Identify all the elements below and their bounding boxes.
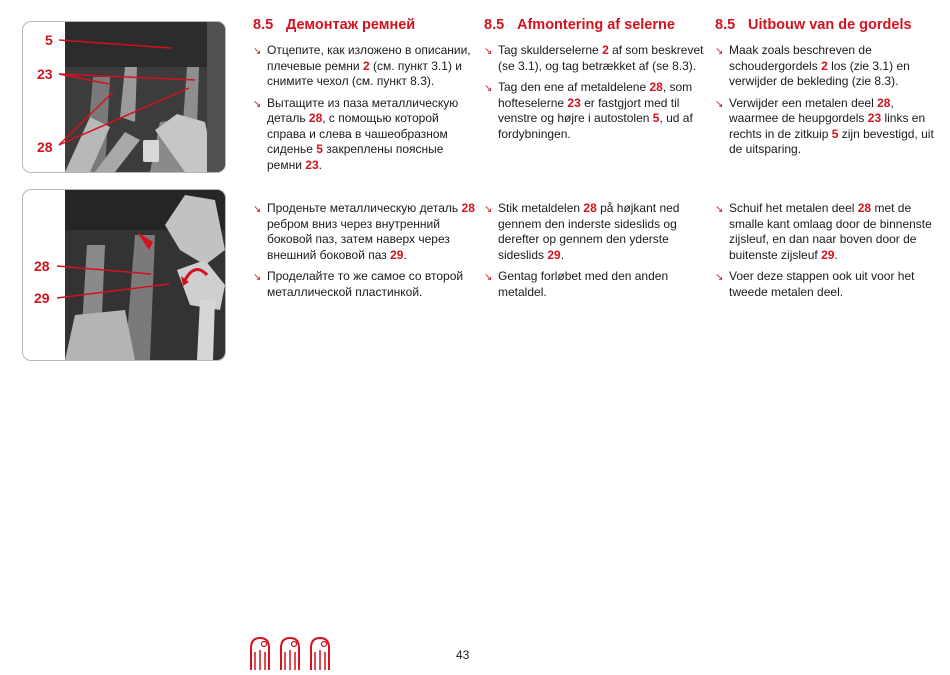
section-heading <box>484 18 706 36</box>
part-reference-number: 2 <box>602 43 609 57</box>
callout-label-23: 23 <box>37 66 53 82</box>
column-russian <box>253 0 475 299</box>
callout-label-28: 28 <box>34 258 50 274</box>
step-text: Stik metaldelen <box>498 201 584 215</box>
step-text: закреплены поясные ремни <box>267 142 444 172</box>
part-reference-number: 28 <box>877 95 891 110</box>
figure-harness-overview <box>22 21 226 173</box>
section-title: Демонтаж ремней <box>286 17 416 33</box>
instruction-step <box>715 201 937 263</box>
step-text: Verwijder een metalen deel <box>729 95 878 110</box>
section-title: Uitbouw van de gordels <box>748 17 912 33</box>
instruction-block <box>715 43 937 158</box>
step-text: . <box>834 247 838 262</box>
section-number: 8.5 <box>484 17 505 33</box>
section-heading <box>253 18 475 36</box>
section-number: 8.5 <box>253 17 274 33</box>
step-text: Schuif het metalen deel <box>729 201 858 215</box>
section-heading <box>715 18 937 36</box>
part-reference-number: 28 <box>857 201 872 215</box>
step-text: links en rechts in de zitkuip <box>729 111 926 141</box>
instruction-block <box>253 43 475 173</box>
step-arrow-icon: ↘ <box>484 272 493 283</box>
step-text: på højkant ned gennem den inderste sideslids og derefter op gennem den yderste sideslids <box>498 201 680 262</box>
step-text: los (zie 3.1) en verwijder de bekleding (zie 8.3). <box>729 58 910 88</box>
part-reference-number: 2 <box>362 58 370 73</box>
brand-seat-icon <box>249 636 271 670</box>
column-dutch <box>715 0 937 299</box>
step-text: Maak zoals beschreven de schoudergordels <box>729 43 872 73</box>
part-reference-number: 5 <box>652 111 660 125</box>
instruction-step <box>253 43 475 90</box>
step-arrow-icon: ↘ <box>715 272 724 283</box>
part-reference-number: 28 <box>461 201 475 215</box>
brand-seat-icon <box>279 636 301 670</box>
instruction-step <box>715 43 937 90</box>
section-number: 8.5 <box>715 17 736 33</box>
step-text: zijn bevestigd, uit de uitsparing. <box>729 126 934 156</box>
step-text: Проделайте то же самое со второй металлической пластинкой. <box>267 269 464 299</box>
slot-photo <box>65 190 225 360</box>
step-text: met de smalle kant omlaag door de binnenste zijsleuf, en dan naar boven door de buitenste zijsleuf <box>729 201 932 262</box>
step-text: af som beskrevet (se 3.1), og tag betrækket af (se 8.3). <box>498 43 704 73</box>
brand-seat-icon <box>309 636 331 670</box>
part-reference-number: 5 <box>831 126 839 141</box>
instruction-step <box>253 269 475 300</box>
instruction-block <box>484 43 706 142</box>
step-text: Tag den ene af metaldelene <box>498 80 650 94</box>
step-text: . <box>560 247 565 262</box>
part-reference-number: 5 <box>316 142 323 156</box>
instruction-step <box>484 269 706 300</box>
callout-label-5: 5 <box>45 32 53 48</box>
instruction-step <box>253 201 475 263</box>
callout-label-28: 28 <box>37 139 53 155</box>
step-text: , waarmee de heupgordels <box>729 95 894 125</box>
part-reference-number: 29 <box>547 247 561 262</box>
part-reference-number: 29 <box>821 247 835 262</box>
step-text: , ud af fordybningen. <box>498 111 693 141</box>
step-text: Gentag forløbet med den anden metaldel. <box>498 269 669 299</box>
step-text: ребром вниз через внутренний боковой паз, затем наверх через внешний боковой паз <box>267 216 450 262</box>
step-arrow-icon: ↘ <box>484 46 493 57</box>
instruction-step <box>484 43 706 74</box>
part-reference-number: 23 <box>867 111 882 125</box>
step-text: Проденьте металлическую деталь <box>267 201 462 215</box>
instruction-block <box>715 201 937 306</box>
part-reference-number: 23 <box>567 95 581 110</box>
step-arrow-icon: ↘ <box>253 98 262 110</box>
instruction-step <box>715 96 937 158</box>
callout-label-29: 29 <box>34 290 50 306</box>
step-text: Voer deze stappen ook uit voor het tweede metalen deel. <box>729 269 915 299</box>
page-number: 43 <box>456 648 470 662</box>
step-text: Вытащите из паза металлическую деталь <box>267 95 459 125</box>
step-text: er fastgjort med til venstre og højre i autostolen <box>498 95 680 125</box>
step-arrow-icon: ↘ <box>253 272 262 283</box>
instruction-block <box>484 201 706 306</box>
instruction-step <box>484 80 706 142</box>
step-text: . <box>403 247 407 262</box>
column-danish <box>484 0 706 299</box>
step-text: Отцепите, как изложено в описании, плечевые ремни <box>267 43 471 73</box>
step-arrow-icon: ↘ <box>253 46 262 57</box>
part-reference-number: 29 <box>390 247 404 262</box>
part-reference-number: 28 <box>649 80 663 94</box>
step-arrow-icon: ↘ <box>253 204 262 215</box>
step-text: (см. пункт 3.1) и снимите чехол (см. пункт 8.3). <box>267 58 462 88</box>
instruction-block <box>253 201 475 306</box>
figure-buckle-slot <box>22 189 226 361</box>
part-reference-number: 23 <box>305 157 319 172</box>
part-reference-number: 28 <box>583 201 597 215</box>
section-title: Afmontering af selerne <box>517 17 675 33</box>
step-text: Tag skulderselerne <box>498 43 603 57</box>
part-reference-number: 2 <box>821 58 828 73</box>
instruction-step <box>715 269 937 300</box>
step-arrow-icon: ↘ <box>484 204 493 215</box>
step-arrow-icon: ↘ <box>715 98 724 110</box>
step-text: . <box>318 157 322 172</box>
step-arrow-icon: ↘ <box>715 204 724 215</box>
step-text: , с помощью которой справа и слева в чашеобразном сиденье <box>267 111 448 156</box>
step-arrow-icon: ↘ <box>715 46 724 57</box>
instruction-step <box>253 96 475 174</box>
part-reference-number: 28 <box>308 111 323 125</box>
instruction-step <box>484 201 706 263</box>
step-text: , som hofteselerne <box>498 80 693 110</box>
seat-photo <box>65 22 225 172</box>
step-arrow-icon: ↘ <box>484 83 493 94</box>
